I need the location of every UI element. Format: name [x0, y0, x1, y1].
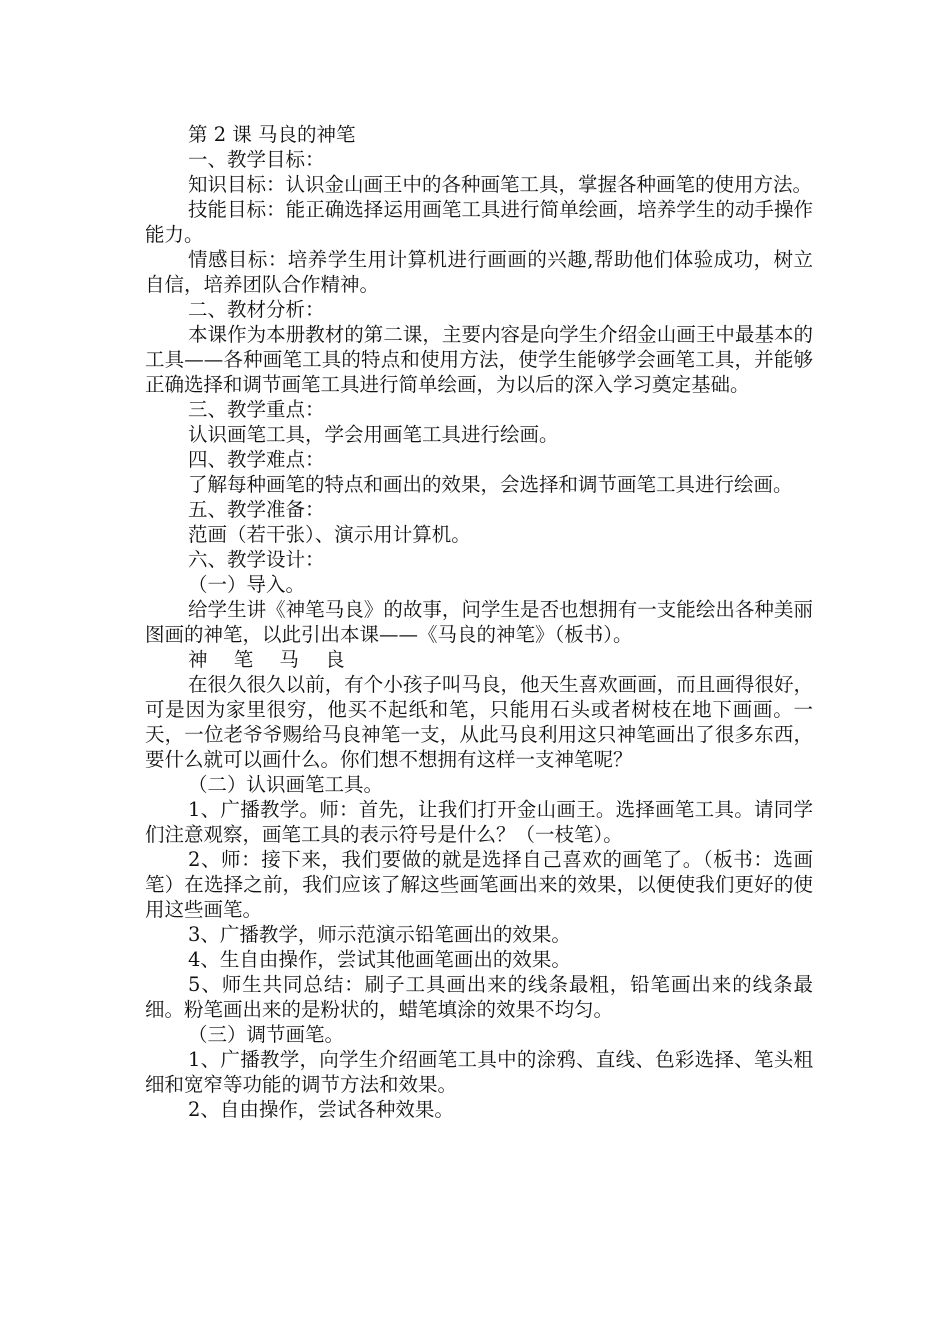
story-title: 神 笔 马 良	[188, 648, 355, 671]
subsection-heading-adjust-brush: （三）调节画笔。	[188, 1023, 345, 1046]
list-item-step-2: 2、师：接下来，我们要做的就是选择自己喜欢的画笔了。（板书：选画笔）在选择之前，我们应该了解这些画笔画出来的效果，以便使我们更好的使用这些画笔。	[145, 848, 813, 921]
lesson-title: 第 2 课 马良的神笔	[188, 123, 356, 146]
document-body	[145, 122, 813, 1122]
section-heading-preparation: 五、教学准备：	[188, 498, 325, 521]
paragraph-skill-goal: 技能目标：能正确选择运用画笔工具进行简单绘画，培养学生的动手操作能力。	[145, 198, 813, 246]
subsection-heading-intro: （一）导入。	[188, 573, 306, 596]
list-item-adjust-1: 1、广播教学，向学生介绍画笔工具中的涂鸦、直线、色彩选择、笔头粗细和宽窄等功能的调节方法和效果。	[145, 1048, 813, 1096]
list-item-step-5: 5、师生共同总结：刷子工具画出来的线条最粗，铅笔画出来的线条最细。粉笔画出来的是粉状的，蜡笔填涂的效果不均匀。	[145, 973, 813, 1021]
section-heading-difficulties: 四、教学难点：	[188, 448, 325, 471]
paragraph-preparation: 范画（若干张）、演示用计算机。	[188, 523, 471, 546]
paragraph-emotion-goal: 情感目标：培养学生用计算机进行画画的兴趣,帮助他们体验成功，树立自信，培养团队合作精神。	[145, 248, 813, 296]
subsection-heading-recognize-tools: （二）认识画笔工具。	[188, 773, 384, 796]
list-item-step-4: 4、生自由操作，尝试其他画笔画出的效果。	[188, 948, 571, 971]
section-heading-design: 六、教学设计：	[188, 548, 325, 571]
section-heading-analysis: 二、教材分析：	[188, 298, 325, 321]
paragraph-key-points: 认识画笔工具，学会用画笔工具进行绘画。	[188, 423, 559, 446]
section-heading-key-points: 三、教学重点：	[188, 398, 325, 421]
paragraph-analysis: 本课作为本册教材的第二课，主要内容是向学生介绍金山画王中最基本的工具——各种画笔工具的特点和使用方法，使学生能够学会画笔工具，并能够正确选择和调节画笔工具进行简单绘画，为以后的深入学习奠定基础。	[145, 323, 813, 396]
list-item-step-1: 1、广播教学。师：首先，让我们打开金山画王。选择画笔工具。请同学们注意观察，画笔工具的表示符号是什么？（一枝笔）。	[145, 798, 813, 846]
paragraph-knowledge-goal: 知识目标：认识金山画王中的各种画笔工具，掌握各种画笔的使用方法。	[188, 173, 813, 196]
paragraph-story: 在很久很久以前，有个小孩子叫马良，他天生喜欢画画，而且画得很好，可是因为家里很穷，他买不起纸和笔，只能用石头或者树枝在地下画画。一天，一位老爷爷赐给马良神笔一支，从此马良利用这只神笔画出了很多东西，要什么就可以画什么。你们想不想拥有这样一支神笔呢？	[145, 673, 813, 771]
paragraph-intro: 给学生讲《神笔马良》的故事，问学生是否也想拥有一支能绘出各种美丽图画的神笔，以此引出本课——《马良的神笔》（板书）。	[145, 598, 813, 646]
section-heading-objectives: 一、教学目标：	[188, 148, 325, 171]
list-item-step-3: 3、广播教学，师示范演示铅笔画出的效果。	[188, 923, 571, 946]
paragraph-difficulties: 了解每种画笔的特点和画出的效果，会选择和调节画笔工具进行绘画。	[188, 473, 793, 496]
list-item-adjust-2: 2、自由操作，尝试各种效果。	[188, 1098, 454, 1121]
